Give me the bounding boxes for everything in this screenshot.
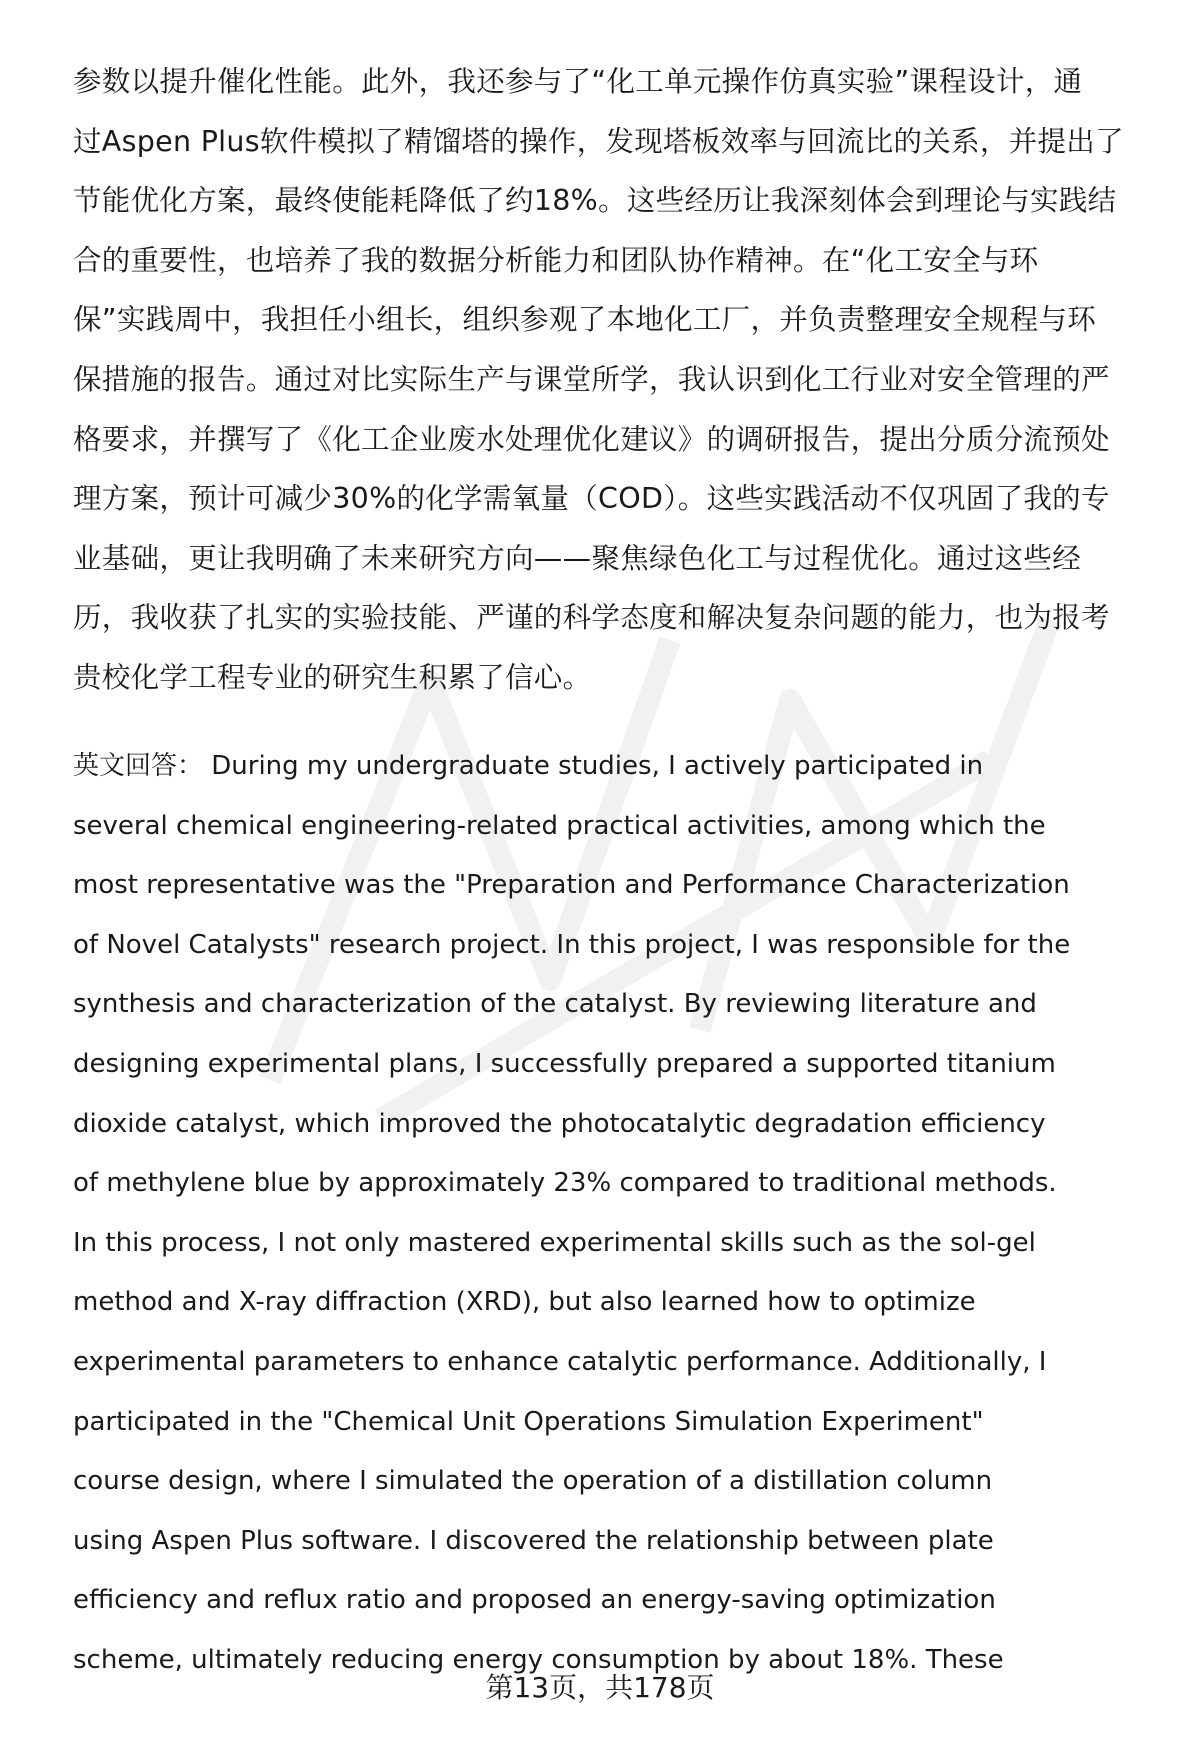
en-line: of Novel Catalysts" research project. In this project, I was responsible for the (73, 929, 1071, 960)
zh-line: 过Aspen Plus软件模拟了精馏塔的操作，发现塔板效率与回流比的关系，并提出了 (73, 124, 1124, 158)
zh-line: 理方案，预计可减少30%的化学需氧量（COD）。这些实践活动不仅巩固了我的专 (73, 482, 1110, 516)
zh-line: 合的重要性，也培养了我的数据分析能力和团队协作精神。在“化工安全与环 (73, 243, 1039, 277)
zh-line: 历，我收获了扎实的实验技能、严谨的科学态度和解决复杂问题的能力，也为报考 (73, 601, 1110, 635)
en-line: dioxide catalyst, which improved the photocatalytic degradation efficiency (73, 1108, 1046, 1139)
chinese-answer-paragraph (73, 52, 1173, 708)
zh-line: 业基础，更让我明确了未来研究方向——聚焦绿色化工与过程优化。通过这些经 (73, 541, 1082, 575)
zh-line: 节能优化方案，最终使能耗降低了约18%。这些经历让我深刻体会到理论与实践结 (73, 184, 1117, 218)
zh-line: 参数以提升催化性能。此外，我还参与了“化工单元操作仿真实验”课程设计，通 (73, 65, 1083, 98)
en-line: In this process, I not only mastered experimental skills such as the sol-gel (73, 1227, 1036, 1258)
zh-line: 保”实践周中，我担任小组长，组织参观了本地化工厂，并负责整理安全规程与环 (73, 303, 1097, 337)
en-line: using Aspen Plus software. I discovered the relationship between plate (73, 1525, 994, 1556)
page-number-footer: 第13页，共178页 (485, 1671, 715, 1704)
en-line: 英文回答： During my undergraduate studies, I actively participated in (73, 751, 984, 781)
en-line: participated in the "Chemical Unit Operations Simulation Experiment" (73, 1406, 984, 1437)
zh-line: 贵校化学工程专业的研究生积累了信心。 (73, 660, 592, 694)
zh-line: 格要求，并撰写了《化工企业废水处理优化建议》的调研报告，提出分质分流预处 (73, 422, 1110, 456)
en-line: designing experimental plans, I successfully prepared a supported titanium (73, 1048, 1056, 1079)
en-line: experimental parameters to enhance catalytic performance. Additionally, I (73, 1346, 1047, 1377)
en-line: course design, where I simulated the operation of a distillation column (73, 1466, 993, 1497)
en-line: method and X-ray diffraction (XRD), but also learned how to optimize (73, 1287, 976, 1318)
english-answer-paragraph (73, 737, 1173, 1691)
en-line: efficiency and reflux ratio and proposed an energy-saving optimization (73, 1585, 996, 1616)
en-line: several chemical engineering-related practical activities, among which the (73, 810, 1046, 841)
en-line: most representative was the "Preparation and Performance Characterization (73, 870, 1070, 901)
en-line: of methylene blue by approximately 23% compared to traditional methods. (73, 1168, 1057, 1199)
en-line: synthesis and characterization of the catalyst. By reviewing literature and (73, 989, 1037, 1020)
zh-line: 保措施的报告。通过对比实际生产与课堂所学，我认识到化工行业对安全管理的严 (73, 362, 1110, 396)
en-line: scheme, ultimately reducing energy consumption by about 18%. These (73, 1644, 1004, 1675)
